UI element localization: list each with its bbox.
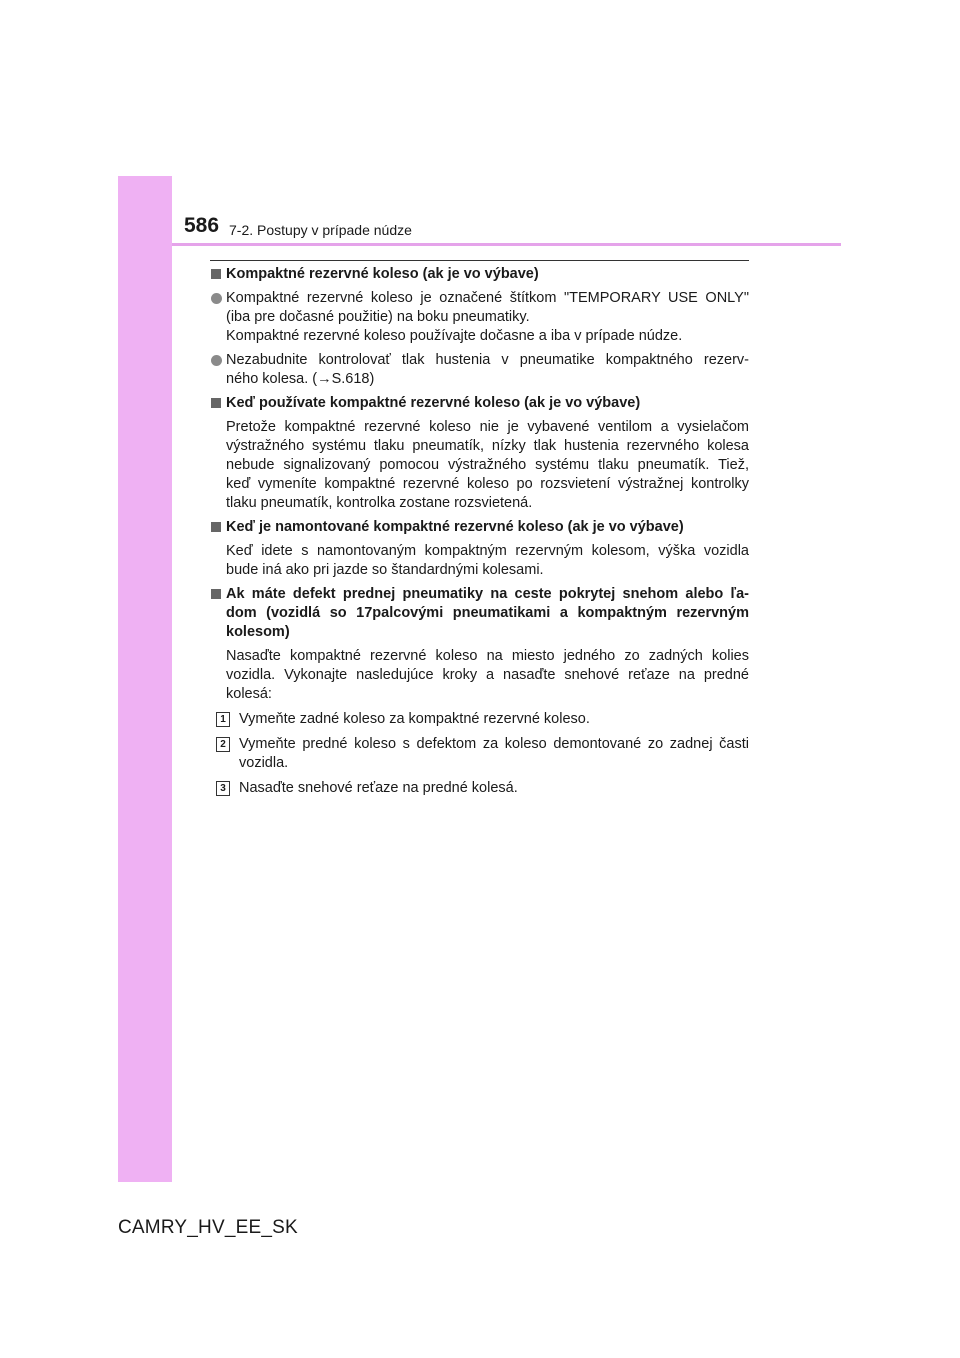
section-heading	[210, 585, 749, 642]
section-heading-text: Keď používate kompaktné rezervné koleso (ak je vo výbave)	[226, 395, 641, 411]
section-heading-text: Kompaktné rezervné koleso (ak je vo výbave)	[226, 266, 539, 282]
section-heading	[210, 265, 749, 284]
bullet-item	[210, 289, 749, 346]
step-number-badge: 2	[216, 737, 230, 752]
section-heading	[210, 394, 749, 413]
step-text: Vymeňte predné koleso s defektom za koleso demontované zo zadnej časti	[239, 736, 749, 752]
step-text: Nasaďte snehové reťaze na predné kolesá.	[239, 780, 518, 796]
square-bullet-icon	[211, 589, 221, 599]
paragraph	[210, 647, 749, 704]
step-number-badge: 1	[216, 712, 230, 727]
paragraph-line: Pretože kompaktné rezervné koleso nie je vybavené ventilom a vysielačom	[226, 419, 749, 435]
content-rule	[210, 260, 749, 261]
step-item	[210, 710, 749, 729]
section-heading-line: kolesom)	[226, 624, 290, 640]
section-title: 7-2. Postupy v prípade núdze	[229, 222, 412, 238]
square-bullet-icon	[211, 269, 221, 279]
step-text: Vymeňte zadné koleso za kompaktné rezervné koleso.	[239, 711, 590, 727]
paragraph-line: nebude signalizovaný pomocou výstražného systému tlaku pneumatík. Tiež,	[226, 457, 749, 473]
step-item	[210, 735, 749, 773]
circle-bullet-icon	[211, 293, 222, 304]
circle-bullet-icon	[211, 355, 222, 366]
bullet-line: Kompaktné rezervné koleso je označené štítkom "TEMPORARY USE ONLY"	[226, 290, 749, 306]
paragraph-line: kolesá:	[226, 686, 272, 702]
paragraph-line: tlaku pneumatík, kontrolka zostane rozsvietená.	[226, 495, 533, 511]
paragraph	[210, 418, 749, 513]
section-heading-line: Ak máte defekt prednej pneumatiky na ceste pokrytej snehom alebo ľa-	[226, 586, 749, 602]
document-code: CAMRY_HV_EE_SK	[118, 1217, 298, 1238]
bullet-line: (iba pre dočasné použitie) na boku pneumatiky.	[226, 309, 530, 325]
bullet-line: Nezabudnite kontrolovať tlak hustenia v pneumatike kompaktného rezerv-	[226, 352, 749, 368]
content	[210, 265, 749, 798]
step-text: vozidla.	[239, 755, 289, 771]
bullet-line: ného kolesa. (→S.618)	[226, 371, 375, 387]
square-bullet-icon	[211, 398, 221, 408]
bullet-line: Kompaktné rezervné koleso používajte dočasne a iba v prípade núdze.	[226, 328, 683, 344]
paragraph-line: keď vymeníte kompaktné rezervné koleso po rozsvietení výstražnej kontrolky	[226, 476, 749, 492]
paragraph-line: vozidla. Vykonajte nasledujúce kroky a nasaďte snehové reťaze na predné	[226, 667, 749, 683]
section-heading-line: dom (vozidlá so 17palcovými pneumatikami a kompaktným rezervným	[226, 605, 749, 621]
step-item	[210, 779, 749, 798]
chapter-sidebar-tab	[118, 176, 172, 1182]
square-bullet-icon	[211, 522, 221, 532]
paragraph-line: výstražného systému tlaku pneumatík, nízky tlak hustenia rezervného kolesa	[226, 438, 749, 454]
section-heading-text: Keď je namontované kompaktné rezervné koleso (ak je vo výbave)	[226, 519, 684, 535]
section-heading	[210, 518, 749, 537]
page-number: 586	[184, 214, 220, 237]
bullet-item	[210, 351, 749, 389]
step-number-badge: 3	[216, 781, 230, 796]
paragraph	[210, 542, 749, 580]
header-rule	[172, 243, 841, 246]
paragraph-line: Keď idete s namontovaným kompaktným rezervným kolesom, výška vozidla	[226, 543, 749, 559]
paragraph-line: Nasaďte kompaktné rezervné koleso na miesto jedného zo zadných kolies	[226, 648, 749, 664]
paragraph-line: bude iná ako pri jazde so štandardnými kolesami.	[226, 562, 544, 578]
